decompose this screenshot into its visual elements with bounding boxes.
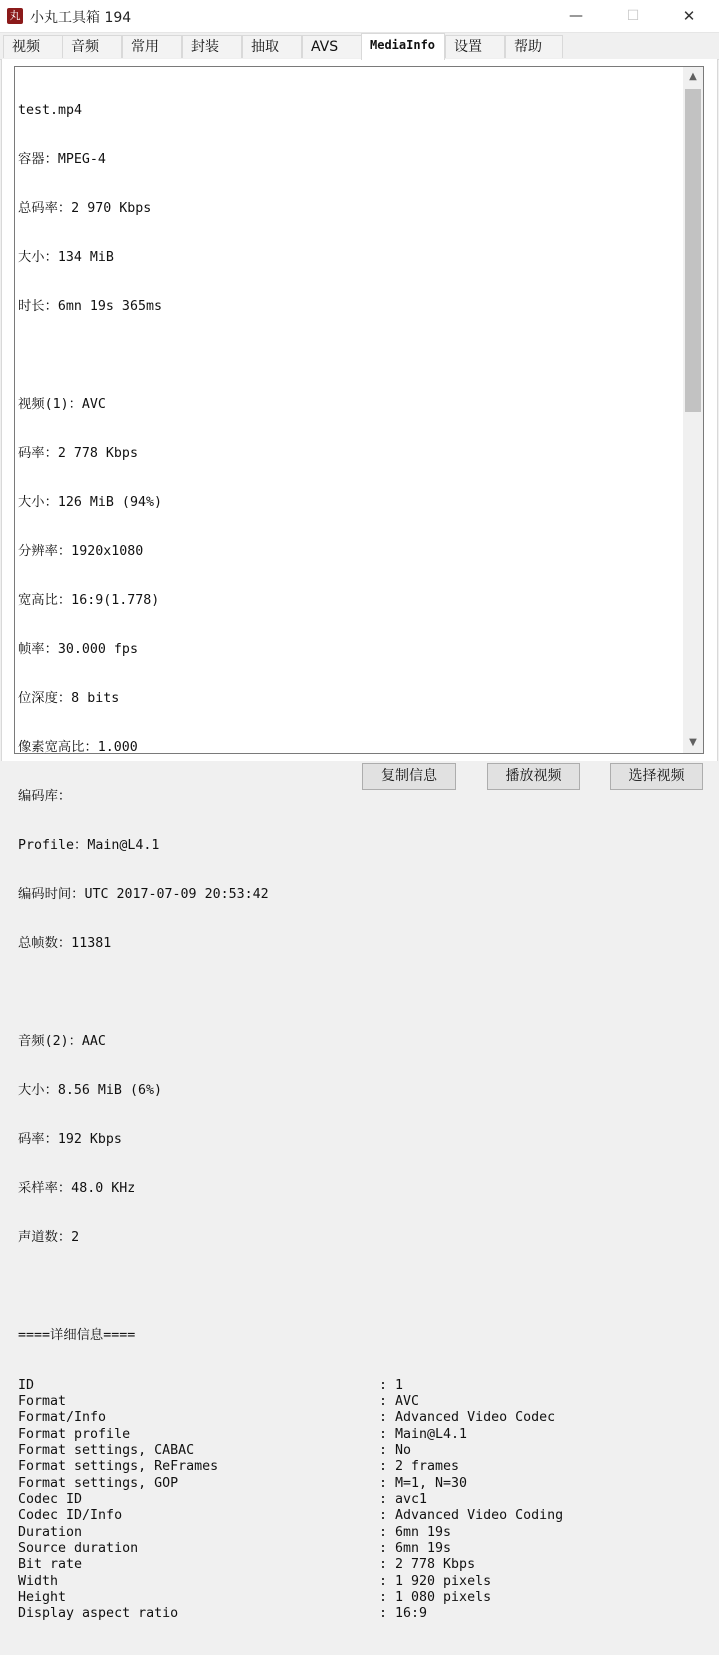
detail-key: Codec ID/Info (18, 1508, 123, 1524)
detail-value: 6mn 19s (395, 1524, 452, 1540)
detail-value: avc1 (395, 1491, 428, 1507)
detail-row (18, 1606, 678, 1622)
detail-key: ID (18, 1377, 35, 1393)
detail-key: Format profile (18, 1426, 131, 1442)
detail-value: Advanced Video Coding (395, 1508, 564, 1524)
info-line: 总帧数：11381 (18, 936, 112, 952)
info-line: 总码率：2 970 Kbps (18, 200, 152, 216)
detail-separator: : (379, 1442, 396, 1458)
title-bar (0, 0, 719, 33)
detail-separator: : (379, 1540, 396, 1556)
info-line: 采样率：48.0 KHz (18, 1181, 136, 1197)
window-title: 小丸工具箱 194 (30, 10, 132, 26)
info-line: test.mp4 (18, 102, 83, 118)
detail-separator: : (379, 1475, 396, 1491)
info-line: 视频(1)：AVC (18, 396, 106, 412)
detail-key: Codec ID (18, 1491, 83, 1507)
detail-row (18, 1492, 678, 1508)
play-video-button[interactable]: 播放视频 (487, 763, 580, 790)
info-line: 容器：MPEG-4 (18, 151, 106, 167)
info-line: 分辨率：1920x1080 (18, 543, 144, 559)
detail-value: 16:9 (395, 1606, 428, 1622)
detail-value: Main@L4.1 (395, 1426, 468, 1442)
detail-separator: : (379, 1508, 396, 1524)
detail-separator: : (379, 1410, 396, 1426)
detail-separator: : (379, 1426, 396, 1442)
detail-value: 6mn 19s (395, 1540, 452, 1556)
detail-key: Duration (18, 1524, 83, 1540)
info-line: 宽高比：16:9(1.778) (18, 593, 160, 608)
detail-value: 1 (395, 1377, 404, 1393)
detail-value: M=1, N=30 (395, 1475, 468, 1491)
info-line: 大小：8.56 MiB (6%) (18, 1083, 162, 1099)
detail-row (18, 1574, 678, 1590)
detail-row (18, 1508, 678, 1524)
detail-separator: : (379, 1377, 396, 1393)
tab-avs[interactable]: AVS (302, 35, 362, 58)
detail-separator: : (379, 1491, 396, 1507)
detail-key: Format settings, GOP (18, 1475, 179, 1491)
detail-separator: : (379, 1606, 396, 1622)
info-line: 码率：2 778 Kbps (18, 445, 138, 461)
detail-key: Format settings, ReFrames (18, 1459, 219, 1475)
detail-key: Display aspect ratio (18, 1606, 179, 1622)
detail-row (18, 1525, 678, 1541)
copy-info-button[interactable]: 复制信息 (362, 763, 456, 790)
detail-row (18, 1443, 678, 1459)
tab-mux[interactable]: 封装 (182, 35, 242, 58)
detail-key: Format (18, 1393, 67, 1409)
detail-row (18, 1590, 678, 1606)
blank-line (18, 1279, 678, 1295)
detail-row (18, 1410, 678, 1426)
info-line: 像素宽高比：1.000 (18, 740, 138, 756)
detail-row (18, 1394, 678, 1410)
detail-separator: : (379, 1573, 396, 1589)
info-line: 时长：6mn 19s 365ms (18, 298, 162, 314)
tab-audio[interactable]: 音频 (62, 35, 122, 58)
detail-value: No (395, 1442, 412, 1458)
detail-key: Bit rate (18, 1557, 83, 1573)
detail-header: ====详细信息==== (18, 1328, 136, 1344)
detail-key: Format settings, CABAC (18, 1442, 195, 1458)
detail-key: Format/Info (18, 1410, 107, 1426)
scroll-down-icon[interactable]: ▼ (689, 737, 697, 748)
tab-settings[interactable]: 设置 (445, 35, 505, 58)
tab-video[interactable]: 视频 (3, 35, 63, 58)
detail-key: Height (18, 1589, 67, 1605)
detail-value: 2 778 Kbps (395, 1557, 476, 1573)
detail-value: 1 080 pixels (395, 1589, 492, 1605)
blank-line (18, 985, 678, 1001)
detail-value: 1 920 pixels (395, 1573, 492, 1589)
info-line: Profile：Main@L4.1 (18, 838, 160, 854)
detail-row (18, 1459, 678, 1475)
tab-common[interactable]: 常用 (122, 35, 182, 58)
detail-value: AVC (395, 1393, 420, 1409)
minimize-button[interactable]: — (569, 8, 583, 24)
info-line: 帧率：30.000 fps (18, 642, 138, 658)
detail-row (18, 1378, 678, 1394)
detail-separator: : (379, 1393, 396, 1409)
tab-extract[interactable]: 抽取 (242, 35, 302, 58)
detail-value: 2 frames (395, 1459, 460, 1475)
info-line: 大小：126 MiB (94%) (18, 494, 162, 510)
blank-line (18, 348, 678, 364)
detail-row (18, 1557, 678, 1573)
detail-separator: : (379, 1589, 396, 1605)
info-line: 位深度：8 bits (18, 691, 120, 707)
info-line: 编码时间：UTC 2017-07-09 20:53:42 (18, 887, 269, 903)
tab-bar (0, 33, 719, 60)
detail-row (18, 1541, 678, 1557)
details-list (18, 1378, 678, 1623)
info-line: 大小：134 MiB (18, 249, 114, 265)
tab-mediainfo[interactable]: MediaInfo (361, 33, 445, 60)
detail-separator: : (379, 1557, 396, 1573)
app-icon: 丸 (7, 8, 23, 24)
detail-separator: : (379, 1524, 396, 1540)
detail-key: Width (18, 1573, 59, 1589)
detail-separator: : (379, 1459, 396, 1475)
detail-value: Advanced Video Codec (395, 1410, 556, 1426)
info-line: 声道数：2 (18, 1230, 80, 1246)
detail-row (18, 1476, 678, 1492)
detail-row (18, 1427, 678, 1443)
info-line: 编码库： (18, 789, 72, 805)
tab-help[interactable]: 帮助 (505, 35, 563, 58)
maximize-button[interactable]: ☐ (626, 8, 640, 24)
info-line: 音频(2)：AAC (18, 1034, 106, 1050)
info-line: 码率：192 Kbps (18, 1132, 122, 1148)
detail-key: Source duration (18, 1540, 139, 1556)
close-button[interactable]: ✕ (682, 7, 696, 25)
scroll-up-icon[interactable]: ▲ (689, 71, 697, 82)
vertical-scrollbar[interactable] (683, 67, 703, 753)
scroll-thumb[interactable] (685, 89, 701, 412)
select-video-button[interactable]: 选择视频 (610, 763, 703, 790)
